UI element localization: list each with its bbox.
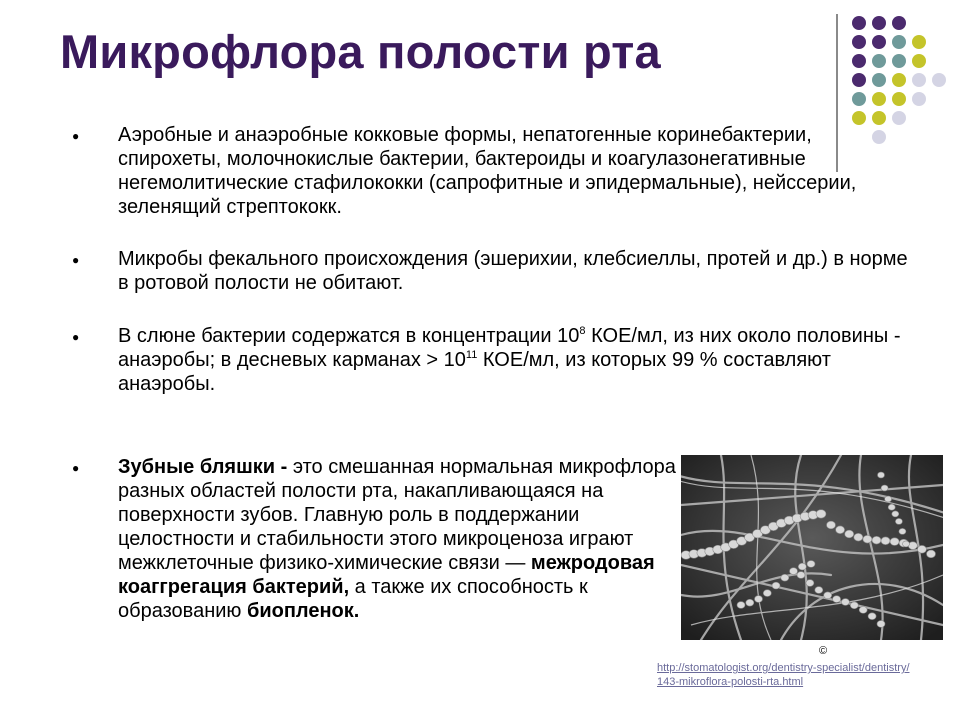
- bacterium-coccus: [772, 582, 780, 589]
- decorative-dot: [852, 54, 866, 68]
- bacterium-coccus: [885, 496, 892, 502]
- bacterium-coccus: [737, 602, 745, 609]
- bacterium-coccus: [868, 613, 876, 620]
- bacterium-coccus: [859, 607, 867, 614]
- decorative-dot: [932, 73, 946, 87]
- term-dental-plaque: Зубные бляшки -: [118, 456, 293, 478]
- decorative-dot: [892, 73, 906, 87]
- decorative-dot: [892, 92, 906, 106]
- p3-exponent-1: 8: [579, 325, 586, 337]
- bacterium-coccus: [755, 596, 763, 603]
- decorative-dot: [892, 35, 906, 49]
- bacterium-coccus: [806, 580, 814, 587]
- bacterium-coccus: [790, 568, 798, 575]
- bacterium-coccus: [881, 537, 890, 545]
- decorative-dot: [872, 16, 886, 30]
- decorative-dot: [872, 35, 886, 49]
- bacterium-coccus: [892, 511, 899, 517]
- paragraph-saliva-concentration: [118, 324, 918, 396]
- bacterium-coccus: [881, 485, 888, 491]
- bacterium-coccus: [850, 602, 858, 609]
- decorative-dot: [872, 54, 886, 68]
- bacterium-coccus: [763, 590, 771, 597]
- term-biofilms: биопленок.: [246, 600, 360, 622]
- bacterium-coccus: [878, 472, 885, 478]
- bacterium-coccus: [841, 599, 849, 606]
- decorative-dot: [892, 16, 906, 30]
- bacterium-coccus: [895, 518, 902, 524]
- term-coaggregation: межродовая коаггрегация бактерий,: [118, 552, 655, 598]
- bacterium-coccus: [845, 530, 854, 538]
- bacterium-coccus: [863, 535, 872, 543]
- bacterium-coccus: [816, 510, 826, 519]
- decorative-dot: [852, 16, 866, 30]
- bullet-icon: ●: [72, 330, 80, 344]
- bacterium-coccus: [807, 561, 815, 568]
- decorative-dot: [852, 73, 866, 87]
- bacterium-coccus: [824, 592, 832, 599]
- source-link-line-2[interactable]: 143-mikroflora-polosti-rta.html: [657, 676, 804, 688]
- source-link[interactable]: [657, 661, 910, 689]
- p3-text-2: КОЕ/мл, из них около половины - анаэробы; в десневых карманах > 10: [118, 325, 901, 371]
- p4-text-1: это смешанная нормальная микрофлора разных областей полости рта, накапливающаяся на поверхности зубов. Главную роль в поддержании целостности и стабильности этого микроценоза играют межклеточные физико-химические связи —: [118, 456, 676, 574]
- bacterium-coccus: [854, 533, 863, 541]
- decorative-dot: [892, 54, 906, 68]
- bacterium-coccus: [917, 545, 926, 553]
- paragraph-fecal-microbes: Микробы фекального происхождения (эшерихии, клебсиеллы, протей и др.) в норме в ротовой полости не обитают.: [118, 248, 908, 294]
- bacterium-coccus: [797, 572, 805, 579]
- decorative-dot: [872, 92, 886, 106]
- bacterium-coccus: [899, 528, 906, 534]
- bullet-icon: ●: [72, 129, 80, 143]
- decorative-dot: [912, 54, 926, 68]
- bacterium-coccus: [746, 599, 754, 606]
- bacterium-coccus: [903, 541, 910, 547]
- p3-text-3: КОЕ/мл, из которых 99 % составляют анаэробы.: [118, 349, 831, 395]
- decorative-dot: [872, 73, 886, 87]
- bacterium-coccus: [827, 521, 836, 529]
- decorative-dot: [912, 73, 926, 87]
- copyright-symbol: ©: [819, 645, 828, 657]
- p4-text-2: а также их способность к образованию: [118, 576, 588, 622]
- source-link-line-1[interactable]: http://stomatologist.org/dentistry-specialist/dentistry/: [657, 662, 910, 674]
- bacterium-coccus: [872, 536, 881, 544]
- slide-title: Микрофлора полости рта: [60, 25, 661, 78]
- bacterium-coccus: [836, 526, 845, 534]
- bacterium-coccus: [890, 538, 899, 546]
- bacterium-coccus: [833, 596, 841, 603]
- bullet-icon: ●: [72, 253, 80, 267]
- bacterium-coccus: [877, 621, 885, 628]
- paragraph-dental-plaque: [118, 455, 678, 623]
- decorative-dot: [912, 92, 926, 106]
- bacterium-coccus: [815, 587, 823, 594]
- bacterium-coccus: [927, 550, 936, 558]
- bacterium-coccus: [798, 563, 806, 570]
- bacteria-micrograph-image: [681, 455, 943, 640]
- bacterium-coccus: [888, 504, 895, 510]
- p3-exponent-2: 11: [465, 349, 478, 361]
- decorative-dot: [852, 92, 866, 106]
- bullet-icon: ●: [72, 461, 80, 475]
- decorative-dot: [852, 35, 866, 49]
- decorative-dot: [912, 35, 926, 49]
- bacterium-coccus: [781, 574, 789, 581]
- p3-text-1: В слюне бактерии содержатся в концентрации 10: [118, 325, 580, 347]
- paragraph-aerobic-flora: Аэробные и анаэробные кокковые формы, непатогенные коринебактерии, спирохеты, молочнокислые бактерии, бактероиды и коагулазонегативные негемолитические стафилококки (сапрофитные и эпидермальные), нейссерии, зеленящий стрептококк.: [118, 124, 857, 218]
